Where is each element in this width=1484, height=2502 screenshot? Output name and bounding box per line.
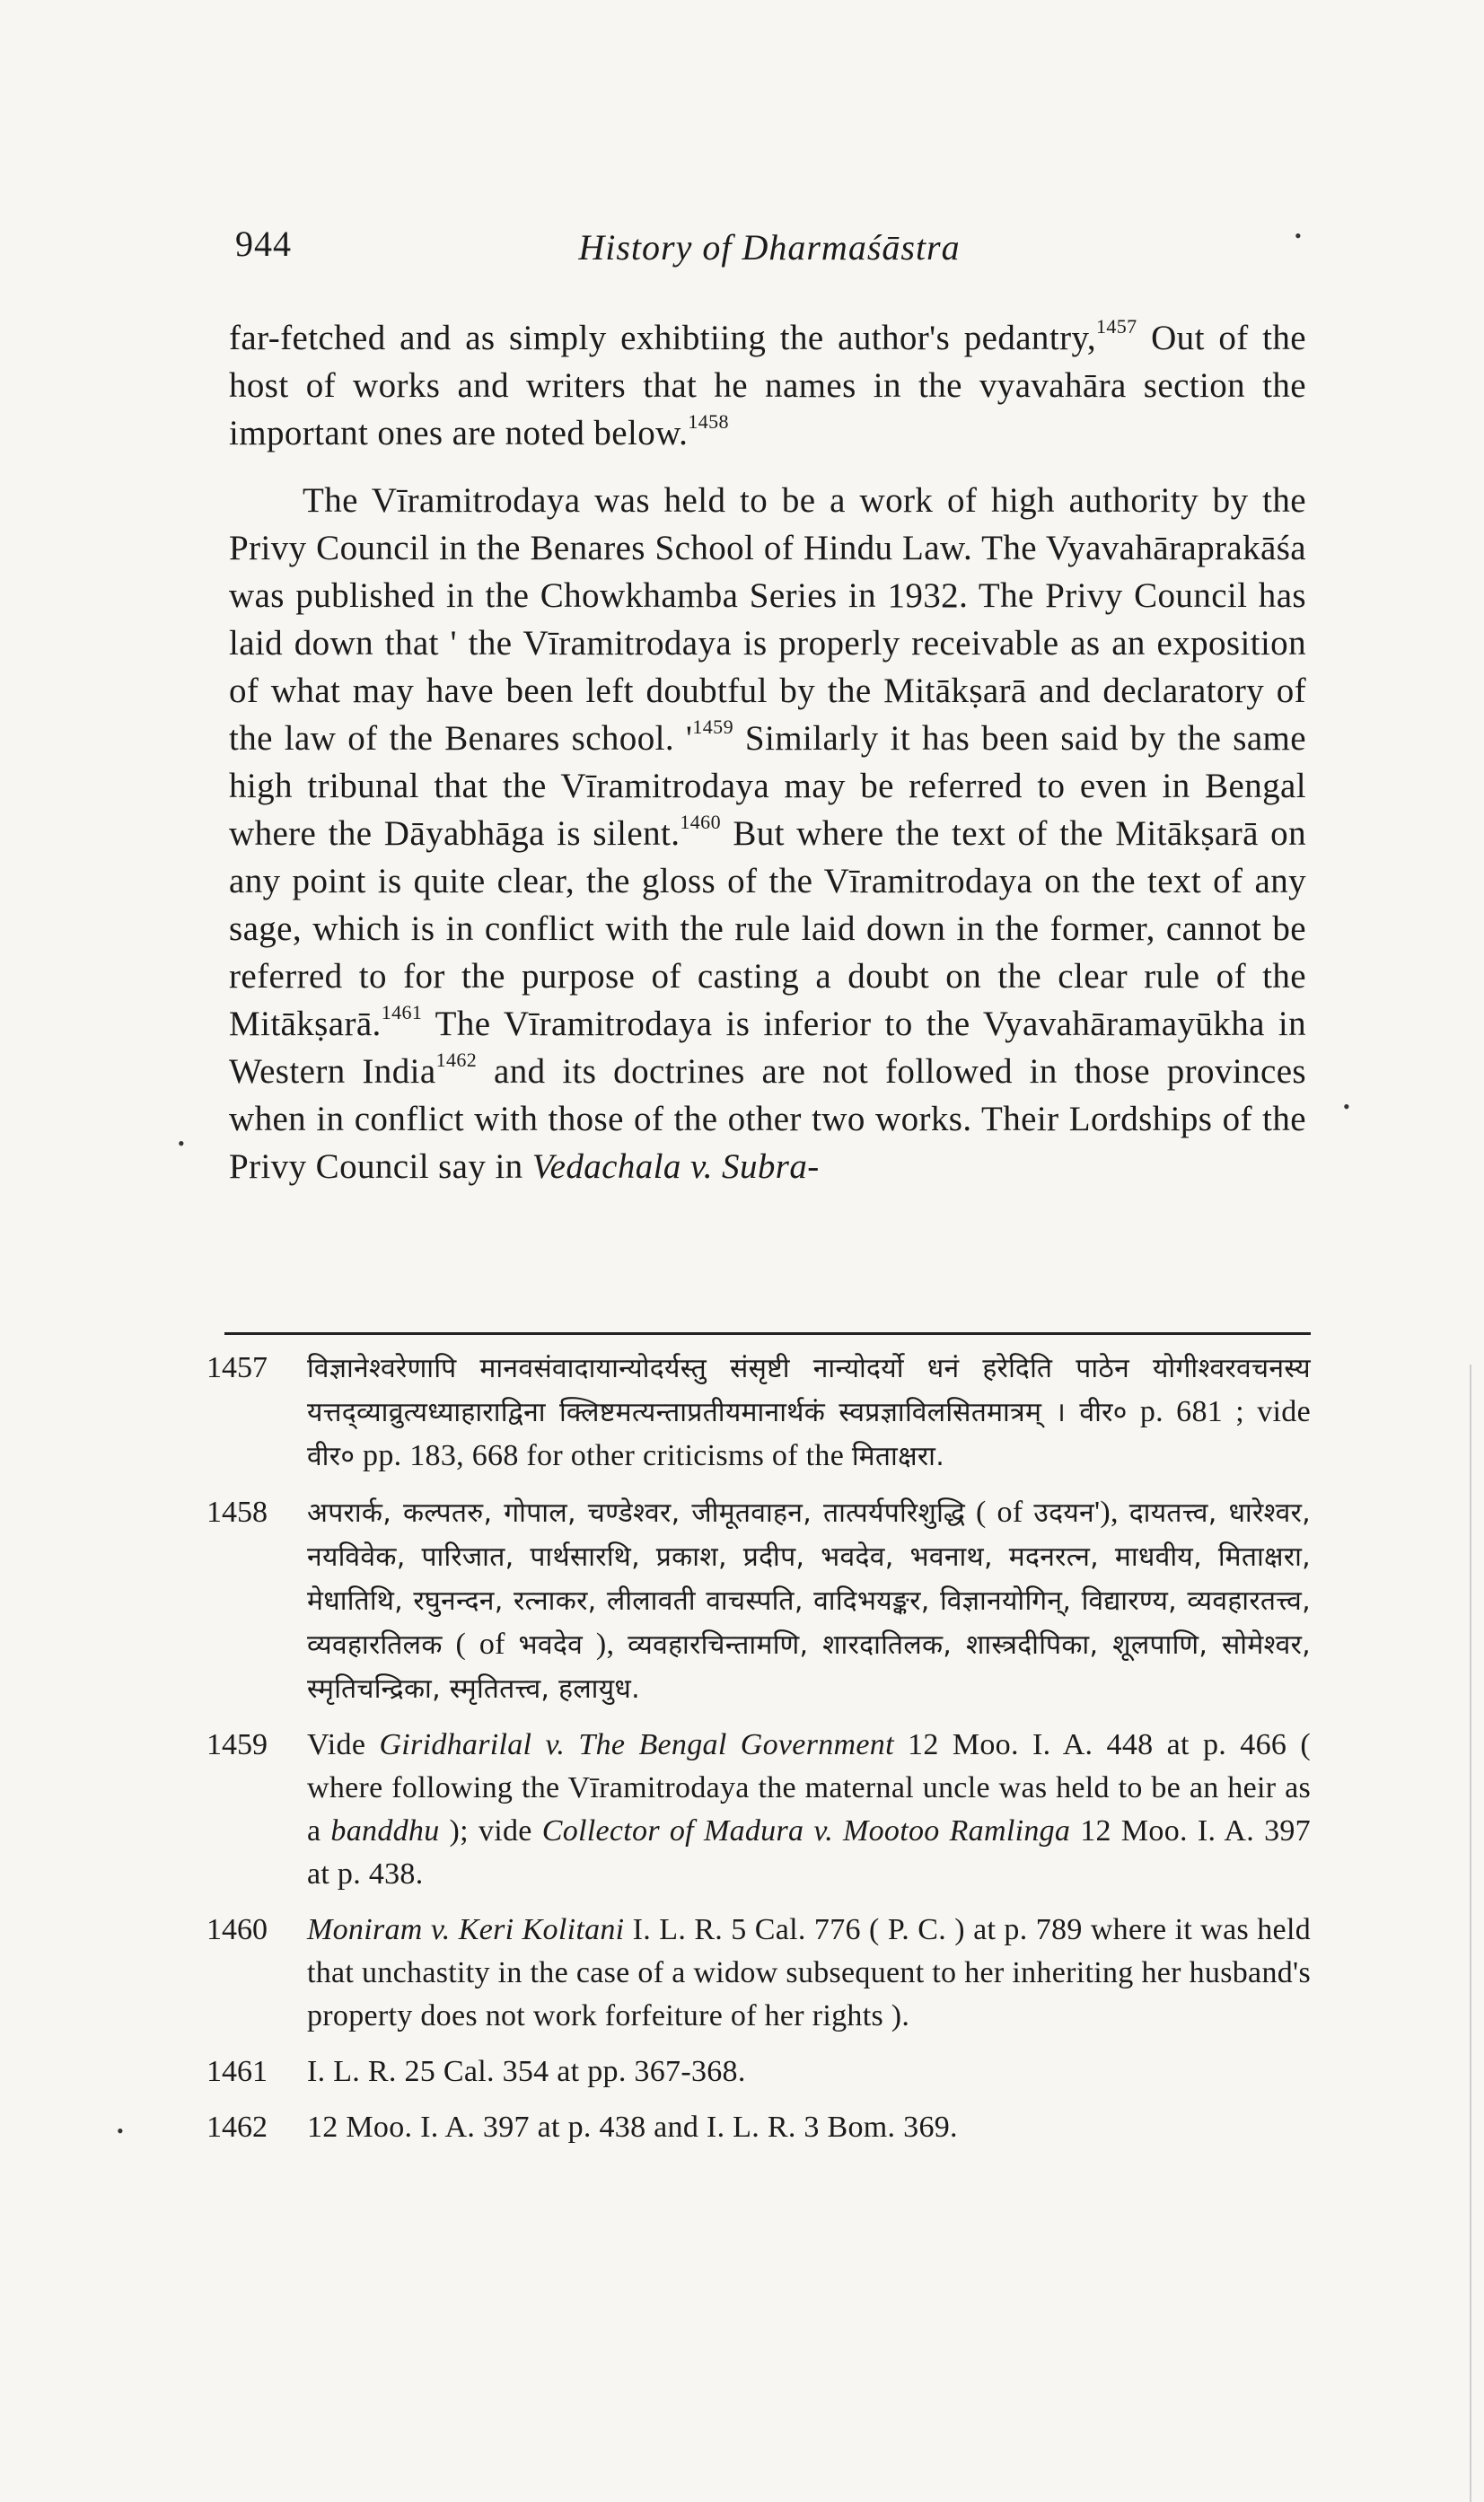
sanskrit-text: उदयन	[1033, 1497, 1094, 1529]
footnote-ref-1460: 1460	[680, 811, 721, 833]
footnote-number: 1460	[206, 1913, 268, 1946]
footnote-text	[307, 1347, 1311, 1479]
footnote-number: 1459	[206, 1728, 268, 1761]
page-number: 944	[235, 224, 292, 264]
footnote-ref-1461: 1461	[381, 1001, 423, 1023]
footnote-text-part: '),	[1093, 1496, 1129, 1529]
footnote-text-part: ( of	[965, 1496, 1034, 1529]
case-citation: Collector of Madura v. Mootoo Ramlinga	[541, 1814, 1071, 1848]
footnote-ref-1459: 1459	[692, 715, 733, 738]
page-edge-line	[1470, 1365, 1471, 2502]
sanskrit-text: वीर०	[307, 1441, 356, 1472]
footnote-text	[307, 1491, 1311, 1711]
footnote-1458	[206, 1491, 1311, 1711]
margin-speck: •	[117, 2120, 124, 2142]
paragraph-2-text-a: The Vīramitrodaya was held to be a work of high authority by the Privy Council in the Benares School of Hindu Law. The Vyavahāraprakāśa was published in the Chowkhamba Series in 1932. The Privy Council has laid down that ' the Vīramitrodaya is properly receivable as an exposition of what may have been left doubtful by the Mitākṣarā and declaratory of the law of the Benares school. '	[229, 481, 1306, 758]
main-text	[229, 314, 1306, 1190]
paragraph-2-text-b: Similarly it has been said by the same high tribunal that the Vīramitrodaya may be referred to even in Bengal where the Dāyabhāga is silent.	[229, 719, 1306, 853]
sanskrit-text: दायतत्त्व, धारेश्वर, नयविवेक, पारिजात, पार्थसारथि, प्रकाश, प्रदीप, भवदेव, भवनाथ, मदनरत्न, माधवीय, मिताक्षरा, मेधातिथि, रघुनन्दन, रत्नाकर, लीलावती वाचस्पति, वादिभयङ्कर, विज्ञानयोगिन्, विद्यारण्य, व्यवहारतत्त्व, व्यवहारतिलक	[307, 1497, 1311, 1661]
footnote-text-part: 12 Moo. I. A. 448 at p. 466 ( where following the Vīramitrodaya the maternal uncle was held to be an heir as a	[307, 1728, 1311, 1848]
footnote-text-part: p. 681 ; vide	[1127, 1395, 1311, 1428]
footnote-number: 1458	[206, 1496, 268, 1529]
footnote-text-part: ( of	[442, 1628, 519, 1661]
footnote-text-part: I. L. R. 5 Cal. 776 ( P. C. ) at p. 789 where it was held that unchastity in the case of a widow subsequent to her inheriting her husband's property does not work forfeiture of her rights ).	[307, 1913, 1311, 2032]
paragraph-2-text-e: and its doctrines are not followed in those provinces when in conflict with those of the other two works. Their Lordships of the Privy Council say in	[229, 1052, 1306, 1186]
footnote-ref-1462: 1462	[435, 1049, 478, 1071]
footnote-divider	[224, 1332, 1311, 1335]
footnote-number: 1461	[206, 2055, 268, 2088]
margin-speck: •	[178, 1132, 185, 1154]
footnote-text-part: ),	[583, 1628, 628, 1661]
footnote-text-part: pp. 183, 668 for other criticisms of the	[355, 1439, 852, 1472]
footnote-text-part: Vide	[307, 1728, 380, 1761]
margin-speck: •	[1343, 1095, 1350, 1118]
sanskrit-text: विज्ञानेश्वरेणापि मानवसंवादायान्योदर्यस्तु संसृष्टी नान्योदर्यो धनं हरेदिति पाठेन योगीश्वरवचनस्य यत्तद्‍व्याव्रुत्यध्याहाराद्विना क्लिष्टमत्यन्ताप्रतीयमानार्थकं स्वप्रज्ञाविलसितमात्रम् । वीर०	[307, 1353, 1311, 1428]
footnote-text	[307, 1909, 1311, 2038]
footnote-text-part: 12 Moo. I. A. 397 at p. 438.	[307, 1814, 1311, 1891]
paragraph-2	[229, 477, 1306, 1190]
footnote-1459	[206, 1724, 1311, 1896]
footnote-number: 1457	[206, 1351, 268, 1384]
margin-speck: •	[1295, 224, 1302, 247]
footnote-ref-1457: 1457	[1095, 315, 1137, 338]
paragraph-2-text-d: The Vīramitrodaya is inferior to the Vyavahāramayūkha in Western India	[229, 1005, 1306, 1091]
case-citation: Moniram v. Keri Kolitani	[307, 1913, 625, 1946]
paragraph-2-text-c: But where the text of the Mitākṣarā on any point is quite clear, the gloss of the Vīramitrodaya on the text of any sage, which is in conflict with the rule laid down in the former, cannot be referred to for the purpose of casting a doubt on the clear rule of the Mitākṣarā.	[229, 814, 1306, 1043]
running-title: History of Dharmaśāstra	[578, 227, 961, 268]
sanskrit-text: भवदेव	[518, 1629, 584, 1661]
term: banddhu	[330, 1814, 440, 1848]
case-citation: Giridharilal v. The Bengal Government	[379, 1728, 894, 1761]
sanskrit-text: अपरार्क, कल्पतरु, गोपाल, चण्डेश्वर, जीमूतवाहन, तात्पर्यपरिशुद्धि	[307, 1497, 966, 1529]
footnote-1457	[206, 1347, 1311, 1479]
footnote-text-part: ); vide	[439, 1814, 542, 1848]
footnote-text: 12 Moo. I. A. 397 at p. 438 and I. L. R. 3 Bom. 369.	[307, 2111, 958, 2144]
footnote-1460	[206, 1909, 1311, 2038]
paragraph-1	[229, 314, 1306, 457]
page-header	[235, 223, 1304, 285]
sanskrit-text: व्यवहारचिन्तामणि, शारदातिलक, शास्त्रदीपिका, शूलपाणि, सोमेश्वर, स्मृतिचन्द्रिका, स्मृतितत्त्व, हलायुध.	[307, 1629, 1311, 1705]
footnote-1461	[206, 2050, 1311, 2094]
footnote-ref-1458: 1458	[688, 410, 729, 433]
case-citation: Vedachala v. Subra-	[531, 1147, 820, 1186]
footnote-1462	[206, 2106, 1311, 2149]
footnote-number: 1462	[206, 2111, 268, 2144]
paragraph-1-text-b: Out of the host of works and writers that he names in the vyavahāra section the important ones are noted below.	[229, 319, 1306, 452]
footnotes	[206, 1347, 1311, 2162]
sanskrit-text: मिताक्षरा.	[851, 1441, 945, 1472]
footnote-text	[307, 1724, 1311, 1896]
footnote-text: I. L. R. 25 Cal. 354 at pp. 367-368.	[307, 2055, 746, 2088]
paragraph-1-text-a: far-fetched and as simply exhibtiing the author's pedantry,	[229, 319, 1096, 357]
